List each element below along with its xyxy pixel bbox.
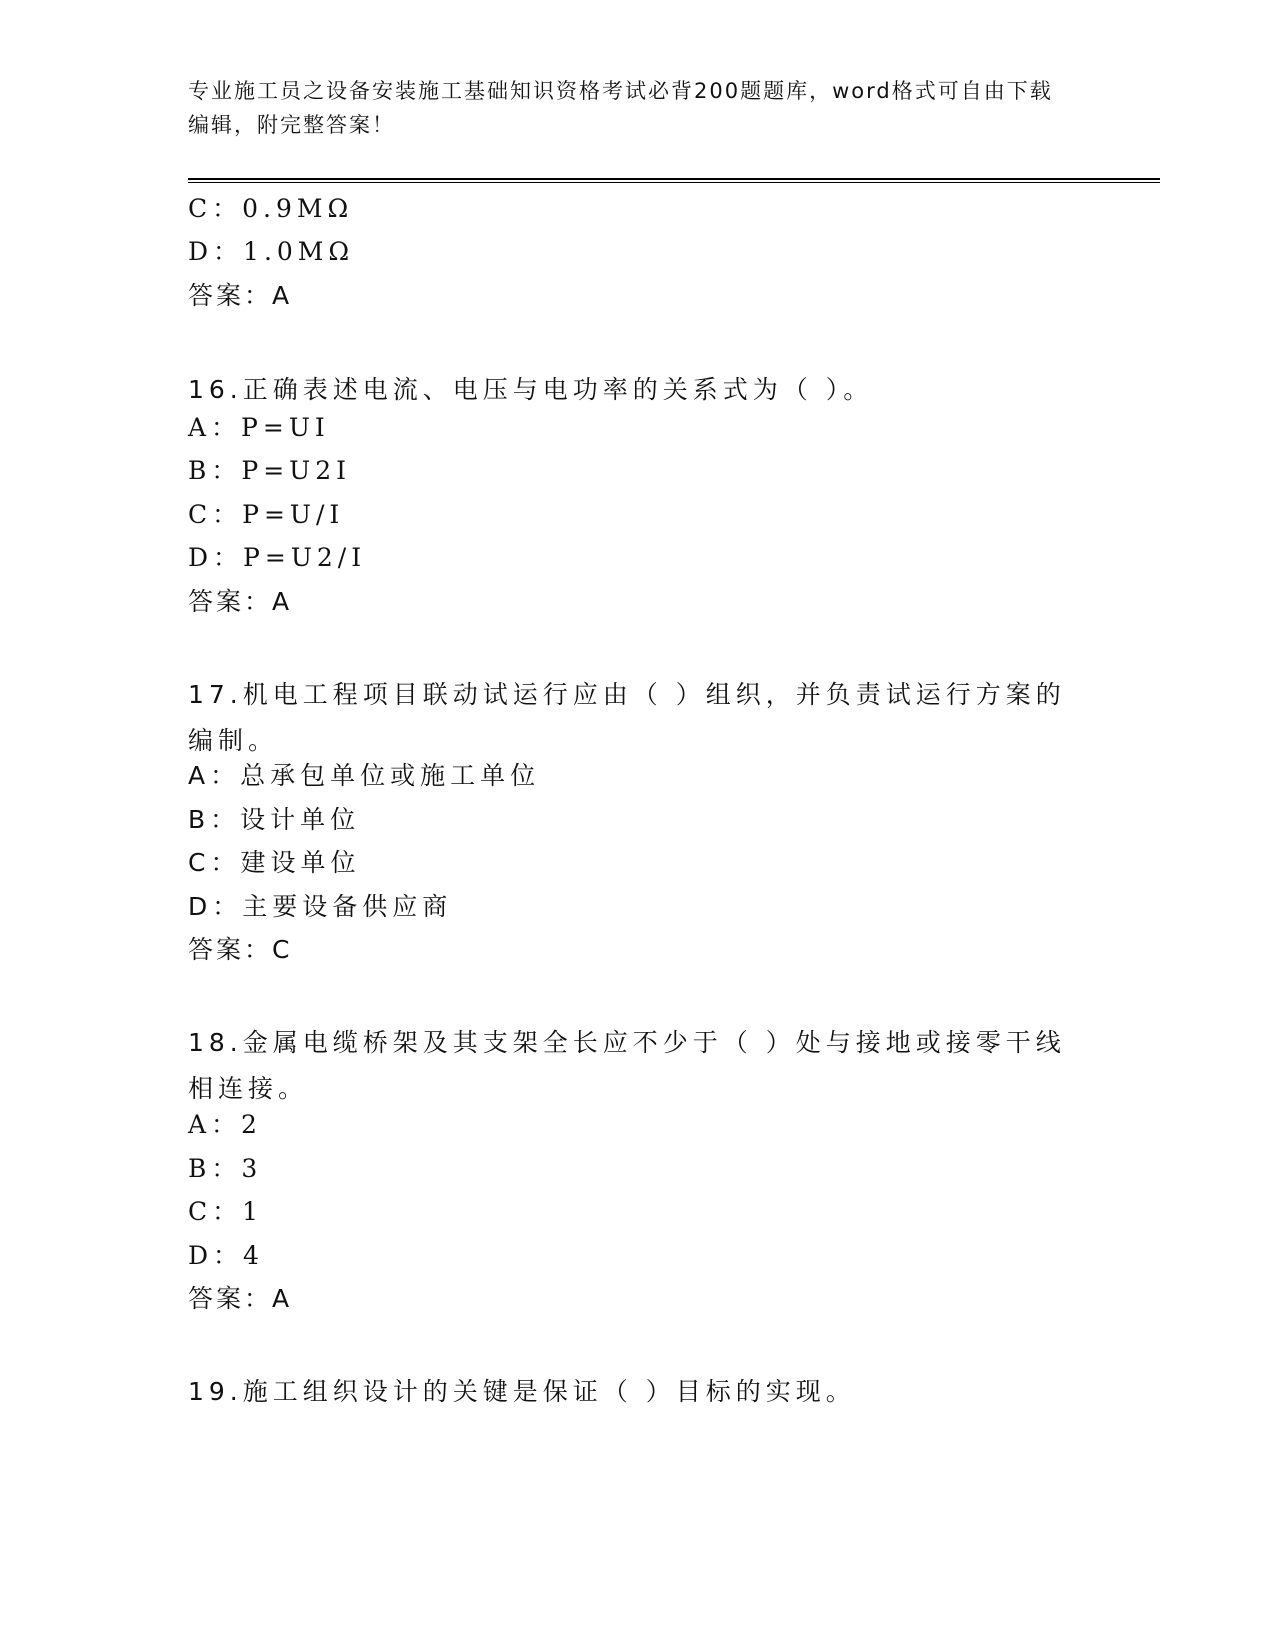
header-divider-thick bbox=[188, 178, 1160, 180]
question-18-text: 18.金属电缆桥架及其支架全长应不少于（ ）处与接地或接零干线相连接。 bbox=[188, 1028, 1066, 1103]
question-16-option-b: B：P=U2I bbox=[188, 456, 351, 485]
question-17-text: 17.机电工程项目联动试运行应由（ ）组织，并负责试运行方案的编制。 bbox=[188, 680, 1066, 755]
question-17-answer: 答案：C bbox=[188, 935, 293, 964]
question-16-answer: 答案：A bbox=[188, 587, 293, 616]
header-divider-thin bbox=[188, 182, 1160, 183]
question-16-option-a: A：P=UI bbox=[188, 413, 330, 442]
question-17-option-a: A：总承包单位或施工单位 bbox=[188, 761, 541, 790]
question-18-option-c: C：1 bbox=[188, 1197, 264, 1226]
question-16-option-c: C：P=U/I bbox=[188, 500, 345, 529]
question-17-option-d: D：主要设备供应商 bbox=[188, 892, 453, 921]
question-18-option-b: B：3 bbox=[188, 1154, 263, 1183]
question-18-option-d: D：4 bbox=[188, 1241, 264, 1270]
document-header: 专业施工员之设备安装施工基础知识资格考试必背200题题库，word格式可自由下载编辑，附完整答案！ bbox=[188, 79, 1053, 137]
question-18-answer: 答案：A bbox=[188, 1284, 293, 1313]
prev-option-c: C：0.9MΩ bbox=[188, 194, 354, 223]
prev-answer: 答案：A bbox=[188, 281, 293, 310]
question-17-option-b: B：设计单位 bbox=[188, 805, 361, 834]
question-16-option-d: D：P=U2/I bbox=[188, 543, 367, 572]
question-17-option-c: C：建设单位 bbox=[188, 848, 361, 877]
question-18-option-a: A：2 bbox=[188, 1110, 262, 1139]
question-16-text: 16.正确表述电流、电压与电功率的关系式为（ ）。 bbox=[188, 375, 874, 404]
question-19-text: 19.施工组织设计的关键是保证（ ）目标的实现。 bbox=[188, 1377, 856, 1406]
prev-option-d: D：1.0MΩ bbox=[188, 237, 355, 266]
